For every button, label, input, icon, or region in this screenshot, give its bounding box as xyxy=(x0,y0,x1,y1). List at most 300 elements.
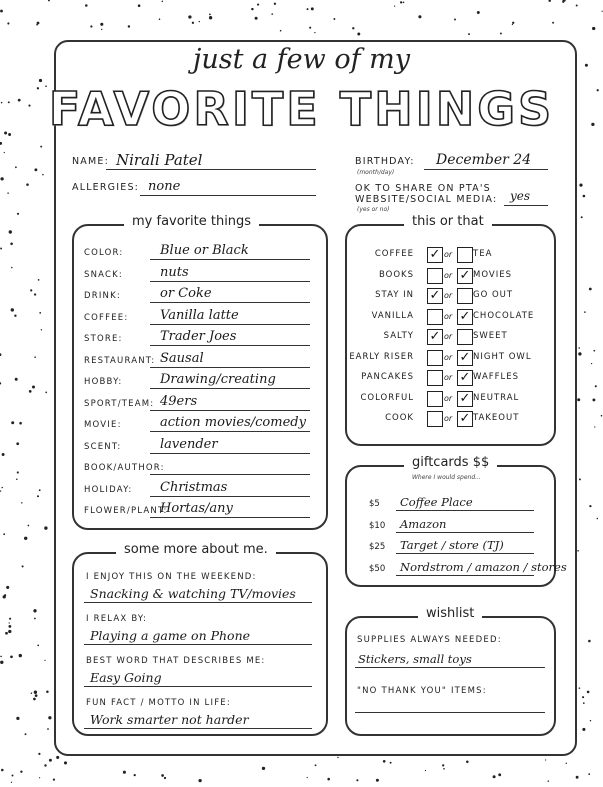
confetti-dot xyxy=(32,386,35,389)
option-right-label: TEA xyxy=(473,249,493,259)
confetti-dot xyxy=(15,378,18,381)
confetti-dot xyxy=(584,311,586,313)
confetti-dot xyxy=(64,761,67,764)
confetti-dot xyxy=(44,764,46,766)
or-label: or xyxy=(444,414,453,423)
confetti-dot xyxy=(595,385,597,387)
confetti-dot xyxy=(5,632,8,635)
confetti-dot xyxy=(19,422,22,425)
confetti-dot xyxy=(7,22,9,24)
option-right-label: WAFFLES xyxy=(473,372,520,382)
this-or-that-row xyxy=(345,409,552,429)
wishlist-box xyxy=(345,616,556,736)
confetti-dot xyxy=(47,728,49,730)
more-about-label: FUN FACT / MOTTO IN LIFE: xyxy=(86,698,231,708)
giftcard-line xyxy=(396,510,534,511)
confetti-dot xyxy=(40,146,42,148)
favorite-field[interactable]: Hortas/any xyxy=(160,501,233,516)
giftcard-field[interactable]: Coffee Place xyxy=(400,495,473,509)
option-right-checkbox[interactable]: ✓ xyxy=(457,350,473,366)
option-right-checkbox[interactable]: ✓ xyxy=(457,309,473,325)
more-about-field[interactable]: Work smarter not harder xyxy=(90,712,249,727)
confetti-dot xyxy=(582,728,585,731)
option-left-label: SALTY xyxy=(383,331,414,341)
more-about-line xyxy=(84,602,312,603)
confetti-dot xyxy=(583,702,585,704)
confetti-dot xyxy=(592,398,595,401)
option-left-checkbox[interactable] xyxy=(427,350,443,366)
confetti-dot xyxy=(11,421,14,424)
confetti-dot xyxy=(39,312,41,314)
script-title: just a few of my xyxy=(192,44,411,75)
confetti-dot xyxy=(425,770,426,771)
this-or-that-row xyxy=(345,368,552,388)
confetti-dot xyxy=(38,279,40,281)
more-about-label: I ENJOY THIS ON THE WEEKEND: xyxy=(86,572,257,582)
favorite-line xyxy=(150,345,310,346)
favorite-field[interactable]: Trader Joes xyxy=(160,329,237,344)
confetti-dot xyxy=(11,267,13,269)
more-about-line xyxy=(84,686,312,687)
option-left-label: COLORFUL xyxy=(360,392,414,403)
confetti-dot xyxy=(383,760,386,763)
confetti-dot xyxy=(274,3,276,5)
confetti-dot xyxy=(16,442,19,445)
option-left-label: COFFEE xyxy=(374,249,414,259)
supplies-line xyxy=(355,667,545,668)
share-line xyxy=(504,205,548,206)
favorite-field[interactable]: lavender xyxy=(160,436,218,452)
option-left-checkbox[interactable]: ✓ xyxy=(427,247,443,263)
confetti-dot xyxy=(8,630,11,633)
option-right-checkbox[interactable] xyxy=(457,288,473,304)
more-about-label: I RELAX BY: xyxy=(86,614,148,624)
option-left-label: VANILLA xyxy=(371,310,414,321)
name-label: NAME: xyxy=(72,156,110,167)
confetti-dot xyxy=(8,625,11,628)
confetti-dot xyxy=(16,479,18,481)
confetti-dot xyxy=(2,453,5,456)
confetti-dot xyxy=(498,773,501,776)
confetti-dot xyxy=(591,363,592,364)
confetti-dot xyxy=(0,248,2,250)
share-label-2: WEBSITE/SOCIAL MEDIA: xyxy=(355,194,498,205)
confetti-dot xyxy=(601,415,603,417)
confetti-dot xyxy=(188,15,191,18)
confetti-dot xyxy=(0,177,3,180)
confetti-dot xyxy=(34,618,36,620)
share-field[interactable]: yes xyxy=(510,189,531,203)
favorite-line xyxy=(150,281,310,282)
confetti-dot xyxy=(31,692,32,693)
confetti-dot xyxy=(477,11,480,14)
confetti-dot xyxy=(37,495,39,497)
confetti-dot xyxy=(209,14,211,16)
birthday-line xyxy=(424,169,548,170)
giftcard-line xyxy=(396,575,534,576)
option-right-label: TAKEOUT xyxy=(473,413,520,423)
confetti-dot xyxy=(576,5,578,7)
supplies-field[interactable]: Stickers, small toys xyxy=(358,652,472,666)
share-sub: (yes or no) xyxy=(357,206,390,213)
confetti-dot xyxy=(9,230,12,233)
option-left-checkbox[interactable] xyxy=(427,411,443,427)
option-left-label: EARLY RISER xyxy=(349,351,414,362)
or-label: or xyxy=(444,332,453,341)
confetti-dot xyxy=(28,525,30,527)
confetti-dot xyxy=(0,490,1,491)
confetti-dot xyxy=(14,315,16,317)
confetti-dot xyxy=(418,15,421,18)
confetti-dot xyxy=(442,764,444,766)
confetti-dot xyxy=(159,18,161,20)
confetti-dot xyxy=(581,216,583,218)
giftcard-field[interactable]: Amazon xyxy=(400,516,447,531)
confetti-dot xyxy=(42,174,44,176)
option-left-label: STAY IN xyxy=(375,290,414,300)
confetti-dot xyxy=(161,774,164,777)
confetti-dot xyxy=(578,347,580,349)
confetti-dot xyxy=(271,13,273,15)
favorite-field[interactable]: nuts xyxy=(160,264,189,280)
confetti-dot xyxy=(35,694,38,697)
more-about-title: some more about me. xyxy=(116,542,276,557)
confetti-dot xyxy=(39,489,41,491)
confetti-dot xyxy=(1,769,4,772)
confetti-dot xyxy=(11,308,14,311)
option-left-label: BOOKS xyxy=(378,269,414,280)
confetti-dot xyxy=(3,595,6,598)
favorite-label: STORE: xyxy=(84,334,123,344)
confetti-dot xyxy=(376,779,379,782)
option-right-checkbox[interactable]: ✓ xyxy=(457,391,473,407)
this-or-that-row xyxy=(345,266,552,286)
confetti-dot xyxy=(20,771,22,773)
or-label: or xyxy=(444,291,453,300)
favorite-line xyxy=(150,474,310,475)
more-about-field[interactable]: Snacking & watching TV/movies xyxy=(90,586,296,601)
confetti-dot xyxy=(44,660,45,661)
option-right-checkbox[interactable] xyxy=(457,329,473,345)
confetti-dot xyxy=(162,1,164,3)
confetti-dot xyxy=(577,398,580,401)
favorite-label: HOLIDAY: xyxy=(84,484,133,495)
favorite-line xyxy=(150,496,310,497)
favorite-field[interactable]: Blue or Black xyxy=(160,243,249,258)
confetti-dot xyxy=(9,622,10,623)
confetti-dot xyxy=(24,537,27,540)
confetti-dot xyxy=(34,168,37,171)
favorite-label: MOVIE: xyxy=(84,420,122,430)
confetti-dot xyxy=(16,717,19,720)
confetti-dot xyxy=(209,16,212,19)
option-right-label: SWEET xyxy=(473,331,508,341)
favorite-line xyxy=(150,367,310,368)
confetti-dot xyxy=(548,0,550,2)
favorite-label: SPORT/TEAM: xyxy=(84,398,155,409)
confetti-dot xyxy=(128,25,130,27)
option-left-checkbox[interactable]: ✓ xyxy=(427,288,443,304)
confetti-dot xyxy=(588,773,590,775)
this-or-that-row xyxy=(345,245,552,265)
giftcard-field[interactable]: Nordstrom / amazon / stores xyxy=(400,559,567,574)
favorite-line xyxy=(150,388,310,389)
giftcards-title: giftcards $$ xyxy=(404,455,497,470)
or-label: or xyxy=(444,352,453,362)
option-right-label: CHOCOLATE xyxy=(473,310,535,321)
birthday-sub: (month/day) xyxy=(357,169,395,176)
confetti-dot xyxy=(576,776,579,779)
more-about-field[interactable]: Easy Going xyxy=(90,670,162,685)
allergies-field[interactable]: none xyxy=(148,179,181,194)
confetti-dot xyxy=(255,17,258,20)
this-or-that-row xyxy=(345,286,552,306)
share-label-1: OK TO SHARE ON PTA'S xyxy=(355,183,491,194)
name-line xyxy=(106,169,316,170)
favorites-title: my favorite things xyxy=(124,214,259,229)
birthday-field[interactable]: December 24 xyxy=(436,152,532,168)
option-right-label: MOVIES xyxy=(473,269,512,280)
confetti-dot xyxy=(90,25,92,27)
giftcard-amount: $25 xyxy=(369,542,386,552)
or-label: or xyxy=(444,270,453,280)
confetti-dot xyxy=(45,392,47,394)
confetti-dot xyxy=(48,0,50,1)
favorite-label: COFFEE: xyxy=(84,312,129,323)
favorite-line xyxy=(150,431,310,432)
page-title: FAVORITE THINGS xyxy=(48,82,555,136)
confetti-dot xyxy=(579,184,582,187)
option-left-checkbox[interactable] xyxy=(427,391,443,407)
confetti-dot xyxy=(493,775,496,778)
birthday-label: BIRTHDAY: xyxy=(355,156,415,167)
confetti-dot xyxy=(443,768,445,770)
confetti-dot xyxy=(352,27,354,29)
favorite-field[interactable]: Christmas xyxy=(160,479,228,495)
confetti-dot xyxy=(138,4,141,7)
confetti-dot xyxy=(198,779,201,782)
confetti-dot xyxy=(314,32,315,33)
confetti-dot xyxy=(597,518,599,520)
confetti-dot xyxy=(15,166,17,168)
giftcard-field[interactable]: Target / store (TJ) xyxy=(400,538,504,552)
confetti-dot xyxy=(0,656,2,658)
confetti-dot xyxy=(46,690,49,693)
allergies-label: ALLERGIES: xyxy=(72,182,140,193)
confetti-dot xyxy=(0,10,3,13)
option-right-label: GO OUT xyxy=(473,290,514,300)
option-left-checkbox[interactable] xyxy=(427,370,443,386)
option-right-checkbox[interactable]: ✓ xyxy=(457,268,473,284)
confetti-dot xyxy=(33,609,36,612)
favorite-label: COLOR: xyxy=(84,248,124,258)
confetti-dot xyxy=(48,716,51,719)
confetti-dot xyxy=(582,696,584,698)
favorite-field[interactable]: Vanilla latte xyxy=(160,307,239,323)
favorite-line xyxy=(150,302,310,303)
option-right-label: NIGHT OWL xyxy=(473,351,532,362)
name-field[interactable]: Nirali Patel xyxy=(116,151,203,169)
confetti-dot xyxy=(468,33,470,35)
confetti-dot xyxy=(100,23,103,26)
confetti-dot xyxy=(37,645,39,647)
favorite-label: FLOWER/PLANT: xyxy=(84,506,168,516)
confetti-dot xyxy=(38,753,40,755)
giftcards-subtitle: Where I would spend... xyxy=(412,474,481,481)
more-about-line xyxy=(84,728,312,729)
confetti-dot xyxy=(49,759,52,762)
this-or-that-title: this or that xyxy=(404,214,492,229)
confetti-dot xyxy=(251,8,253,10)
confetti-dot xyxy=(592,27,595,30)
option-left-checkbox[interactable]: ✓ xyxy=(427,329,443,345)
confetti-dot xyxy=(39,777,40,778)
more-about-label: BEST WORD THAT DESCRIBES ME: xyxy=(86,656,266,666)
favorite-field[interactable]: Drawing/creating xyxy=(160,372,276,387)
confetti-dot xyxy=(192,22,194,24)
or-label: or xyxy=(444,373,453,382)
confetti-dot xyxy=(1,487,2,488)
confetti-dot xyxy=(199,21,200,22)
confetti-dot xyxy=(19,654,22,657)
confetti-dot xyxy=(589,288,592,291)
confetti-dot xyxy=(454,19,456,21)
confetti-dot xyxy=(309,27,311,29)
confetti-dot xyxy=(545,759,546,760)
confetti-dot xyxy=(0,353,1,356)
confetti-dot xyxy=(22,565,24,567)
confetti-dot xyxy=(594,426,595,427)
confetti-dot xyxy=(593,350,595,352)
confetti-dot xyxy=(17,471,19,473)
confetti-dot xyxy=(589,505,591,507)
confetti-dot xyxy=(10,243,13,246)
giftcard-line xyxy=(396,532,534,533)
no-thanks-line xyxy=(355,712,545,713)
confetti-dot xyxy=(357,33,360,36)
confetti-dot xyxy=(34,691,37,694)
favorite-label: SCENT: xyxy=(84,441,122,452)
confetti-dot xyxy=(590,720,591,721)
this-or-that-row xyxy=(345,348,552,368)
confetti-dot xyxy=(548,780,550,782)
favorite-line xyxy=(150,259,310,260)
confetti-dot xyxy=(134,774,136,776)
confetti-dot xyxy=(512,24,513,25)
favorite-line xyxy=(150,410,310,411)
confetti-dot xyxy=(26,183,29,186)
this-or-that-row xyxy=(345,307,552,327)
option-left-checkbox[interactable] xyxy=(427,268,443,284)
favorite-line xyxy=(150,324,310,325)
confetti-dot xyxy=(25,733,27,735)
confetti-dot xyxy=(85,4,88,7)
confetti-dot xyxy=(466,761,469,764)
confetti-dot xyxy=(307,8,309,10)
option-left-label: PANCAKES xyxy=(361,372,414,382)
favorite-field[interactable]: or Coke xyxy=(160,286,212,301)
favorite-field[interactable]: Sausal xyxy=(160,350,204,366)
confetti-dot xyxy=(33,698,36,701)
confetti-dot xyxy=(29,390,32,393)
supplies-label: SUPPLIES ALWAYS NEEDED: xyxy=(357,635,502,645)
more-about-line xyxy=(84,644,312,645)
confetti-dot xyxy=(337,757,338,758)
confetti-dot xyxy=(262,767,265,770)
wishlist-title: wishlist xyxy=(418,606,482,621)
confetti-dot xyxy=(315,764,317,766)
confetti-dot xyxy=(101,29,102,30)
favorite-label: DRINK: xyxy=(84,291,121,301)
option-left-label: COOK xyxy=(385,413,414,423)
confetti-dot xyxy=(583,195,586,198)
allergies-line xyxy=(140,195,316,196)
favorite-label: SNACK: xyxy=(84,269,123,280)
giftcard-amount: $50 xyxy=(369,563,386,574)
confetti-dot xyxy=(56,756,59,759)
confetti-dot xyxy=(280,30,282,32)
this-or-that-row xyxy=(345,327,552,347)
option-left-checkbox[interactable] xyxy=(427,309,443,325)
confetti-dot xyxy=(41,329,42,330)
giftcard-amount: $5 xyxy=(369,499,380,509)
or-label: or xyxy=(444,311,453,321)
more-about-field[interactable]: Playing a game on Phone xyxy=(90,628,251,643)
favorite-label: HOBBY: xyxy=(84,377,123,387)
confetti-dot xyxy=(500,33,502,35)
confetti-dot xyxy=(4,152,5,153)
confetti-dot xyxy=(37,22,40,25)
giftcard-line xyxy=(396,553,534,554)
confetti-dot xyxy=(579,478,581,480)
confetti-dot xyxy=(3,533,5,535)
confetti-dot xyxy=(53,779,55,781)
confetti-dot xyxy=(21,502,22,503)
confetti-dot xyxy=(587,691,590,694)
confetti-dot xyxy=(34,356,36,358)
favorite-label: RESTAURANT: xyxy=(84,355,156,366)
confetti-dot xyxy=(390,762,392,764)
favorite-field[interactable]: action movies/comedy xyxy=(160,415,306,430)
confetti-dot xyxy=(257,4,259,6)
favorite-line xyxy=(150,453,310,454)
this-or-that-row xyxy=(345,389,552,409)
confetti-dot xyxy=(6,586,9,589)
confetti-dot xyxy=(0,661,3,664)
confetti-dot xyxy=(9,618,11,620)
confetti-dot xyxy=(400,1,402,3)
favorite-line xyxy=(150,517,310,518)
confetti-dot xyxy=(356,779,358,781)
confetti-dot xyxy=(578,352,581,355)
favorite-label: BOOK/AUTHOR: xyxy=(84,463,165,473)
no-thanks-label: "NO THANK YOU" ITEMS: xyxy=(357,686,487,696)
confetti-dot xyxy=(566,763,567,764)
option-right-checkbox[interactable] xyxy=(457,247,473,263)
or-label: or xyxy=(444,250,453,259)
option-right-checkbox[interactable]: ✓ xyxy=(457,370,473,386)
confetti-dot xyxy=(30,289,32,291)
confetti-dot xyxy=(44,526,47,529)
confetti-dot xyxy=(0,382,1,384)
confetti-dot xyxy=(11,782,12,783)
confetti-dot xyxy=(0,142,2,145)
option-right-checkbox[interactable]: ✓ xyxy=(457,411,473,427)
confetti-dot xyxy=(327,778,330,781)
confetti-dot xyxy=(512,22,514,24)
confetti-dot xyxy=(7,192,8,193)
favorite-field[interactable]: 49ers xyxy=(160,393,198,409)
